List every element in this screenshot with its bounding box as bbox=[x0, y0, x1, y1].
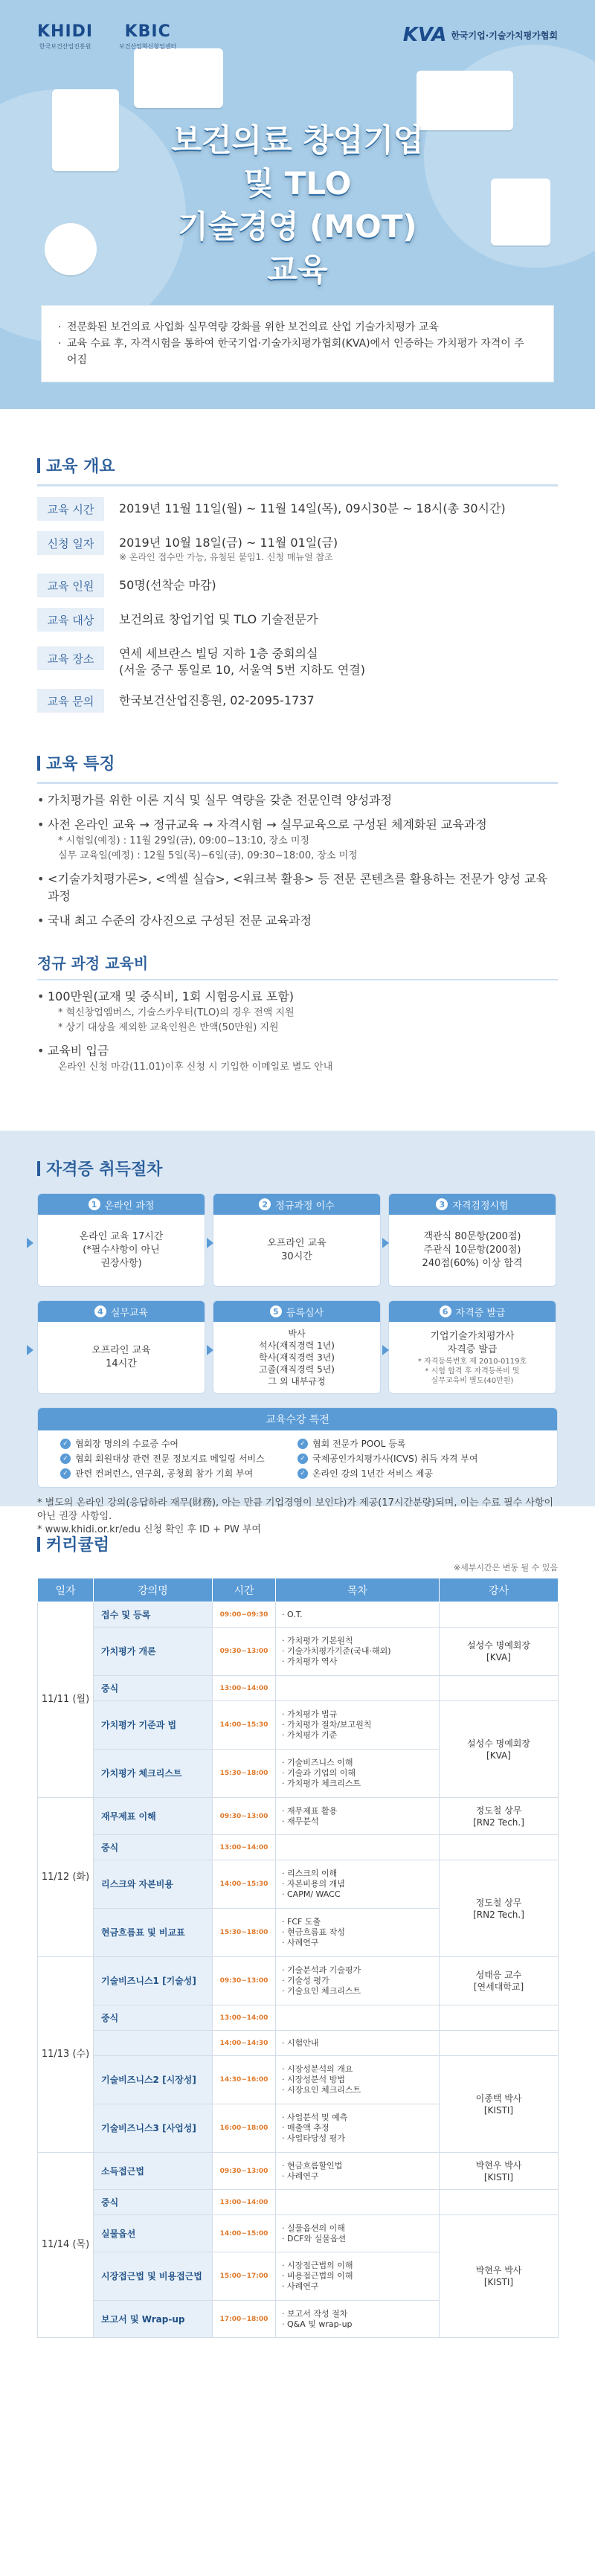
table-row bbox=[38, 1835, 559, 1860]
step-title: 자격증 발급 bbox=[455, 1307, 506, 1319]
step-text: 30시간 bbox=[281, 1251, 312, 1262]
table-row bbox=[38, 1957, 559, 2005]
overview-value: 한국보건산업진흥원, 02-2095-1737 bbox=[119, 693, 315, 707]
curriculum-section bbox=[37, 1532, 558, 2338]
header-lecturer: 강사 bbox=[440, 1578, 559, 1602]
cell-time: 15:30~18:00 bbox=[213, 1909, 276, 1957]
cell-topics bbox=[276, 2153, 440, 2190]
topic-line: · 재무제표 활용 bbox=[282, 1805, 338, 1816]
kbic-logo-sub: 보건산업혁신창업센터 bbox=[119, 43, 177, 50]
step-text: 박사 bbox=[288, 1329, 306, 1339]
topic-line: · 사업타당성 평가 bbox=[282, 2133, 345, 2143]
overview-value: 보건의료 창업기업 및 TLO 기술전문가 bbox=[119, 612, 318, 626]
benefit-text: 국제공인가치평가사(ICVS) 취득 자격 부여 bbox=[312, 1454, 478, 1464]
cell-course: 중식 bbox=[94, 1835, 213, 1860]
header-course: 강의명 bbox=[94, 1578, 213, 1602]
topic-line: · 기술성 평가 bbox=[282, 1976, 329, 1985]
flow-step bbox=[213, 1193, 381, 1287]
check-icon: ✓ bbox=[298, 1468, 308, 1479]
fee-subnote: 온라인 신청 마감(11.01)이후 신청 시 기입한 이메일로 별도 안내 bbox=[58, 1061, 333, 1073]
flow-row-2 bbox=[37, 1300, 558, 1394]
step-title: 정규과정 이수 bbox=[275, 1200, 335, 1212]
header-topics: 목차 bbox=[276, 1578, 440, 1602]
cell-course: 가치평가 기준과 법 bbox=[94, 1701, 213, 1750]
hero-description-box bbox=[41, 305, 554, 382]
overview-label: 교육 시간 bbox=[37, 497, 104, 521]
cell-lecturer: 설성수 명예회장 [KVA] bbox=[440, 1701, 559, 1798]
arrow-right-icon bbox=[207, 1238, 213, 1248]
topic-line: · O.T. bbox=[282, 1609, 303, 1619]
benefit-text: 협회장 명의의 수료증 수여 bbox=[75, 1439, 178, 1449]
curriculum-title-text: 커리큘럼 bbox=[46, 1536, 110, 1555]
benefit-item bbox=[298, 1453, 535, 1465]
topic-line: · 가치평가 기준 bbox=[282, 1730, 338, 1740]
logo-bar bbox=[37, 22, 558, 52]
table-row bbox=[38, 2215, 559, 2252]
topic-line: · 시장성분석 방법 bbox=[282, 2075, 345, 2084]
overview-label: 신청 일자 bbox=[37, 531, 104, 555]
table-row bbox=[38, 2153, 559, 2190]
step-number: 3 bbox=[436, 1198, 448, 1210]
overview-label: 교육 대상 bbox=[37, 608, 104, 632]
cell-topics bbox=[276, 1798, 440, 1835]
arrow-right-icon bbox=[27, 1345, 33, 1355]
cell-lecturer bbox=[440, 1676, 559, 1701]
topic-line: · 시장요인 체크리스트 bbox=[282, 2085, 361, 2095]
cell-topics bbox=[276, 2301, 440, 2338]
cell-course: 가치평가 체크리스트 bbox=[94, 1750, 213, 1798]
step-number: 1 bbox=[89, 1198, 100, 1210]
topic-line: · 자본비용의 개념 bbox=[282, 1879, 345, 1889]
kbic-logo bbox=[119, 22, 176, 51]
overview-value: 2019년 10월 18일(금) ~ 11월 01일(금) bbox=[119, 536, 338, 550]
overview-label: 교육 문의 bbox=[37, 689, 104, 713]
cell-time: 09:00~09:30 bbox=[213, 1602, 276, 1628]
cell-time: 14:00~14:30 bbox=[213, 2031, 276, 2056]
step-text: 240점(60%) 이상 합격 bbox=[422, 1258, 523, 1269]
cell-time: 15:30~18:00 bbox=[213, 1750, 276, 1798]
fee-subnote: * 상기 대상을 제외한 교육인원은 반액(50만원) 지원 bbox=[58, 1022, 279, 1033]
step-number: 4 bbox=[94, 1305, 106, 1317]
topic-line: · 기술요인 체크리스트 bbox=[282, 1986, 361, 1996]
features-title-text: 교육 특징 bbox=[46, 755, 115, 774]
cell-lecturer: 이종택 박사 [KISTI] bbox=[440, 2056, 559, 2153]
cell-course: 기술비즈니스1 [기술성] bbox=[94, 1957, 213, 2005]
topic-line: · 비용접근법의 이해 bbox=[282, 2271, 353, 2281]
cell-course: 보고서 및 Wrap-up bbox=[94, 2301, 213, 2338]
cell-course: 현금흐름표 및 비교표 bbox=[94, 1909, 213, 1957]
benefit-text: 온라인 강의 1년간 서비스 제공 bbox=[312, 1468, 433, 1479]
benefit-box bbox=[37, 1407, 558, 1488]
cell-topics bbox=[276, 1602, 440, 1628]
cell-lecturer bbox=[440, 1835, 559, 1860]
table-row bbox=[38, 2190, 559, 2215]
table-row bbox=[38, 1701, 559, 1750]
fee-title: 정규 과정 교육비 bbox=[37, 954, 149, 972]
cell-time: 14:00~15:30 bbox=[213, 1701, 276, 1750]
curriculum-table bbox=[37, 1578, 559, 2338]
topic-line: · 기술분석과 기술평가 bbox=[282, 1965, 361, 1975]
hero-banner bbox=[0, 0, 595, 409]
cell-topics bbox=[276, 1860, 440, 1909]
features-list bbox=[37, 791, 558, 929]
step-body bbox=[38, 1215, 205, 1286]
cell-time: 09:30~13:00 bbox=[213, 1628, 276, 1676]
step-body bbox=[389, 1215, 556, 1286]
overview-row bbox=[37, 574, 558, 597]
step-text: 석사(재직경력 1년) bbox=[259, 1340, 335, 1351]
topic-line: · 기술비즈니스 이해 bbox=[282, 1758, 353, 1767]
table-row bbox=[38, 2005, 559, 2031]
feature-item: • 가치평가를 위한 이론 지식 및 실무 역량을 갖춘 전문인력 양성과정 bbox=[37, 791, 558, 809]
cell-topics bbox=[276, 2031, 440, 2056]
kva-logo-mark: KVA bbox=[402, 24, 447, 46]
cell-lecturer bbox=[440, 2190, 559, 2215]
step-text: 오프라인 교육 bbox=[91, 1345, 151, 1356]
step-footnote: * 시험 합격 후 자격등록비 및 bbox=[425, 1366, 520, 1375]
overview-row bbox=[37, 497, 558, 521]
benefit-text: 협회 전문가 POOL 등록 bbox=[312, 1439, 406, 1449]
cell-time: 17:00~18:00 bbox=[213, 2301, 276, 2338]
step-text: (*필수사항이 아닌 bbox=[83, 1244, 160, 1256]
step-text: 고졸(재직경력 5년) bbox=[259, 1364, 335, 1375]
cell-time: 14:00~15:30 bbox=[213, 1860, 276, 1909]
fee-item: • 100만원(교재 및 중식비, 1회 시험응시료 포함) bbox=[37, 988, 558, 1005]
khidi-logo bbox=[37, 22, 93, 51]
topic-line: · DCF와 실물옵션 bbox=[282, 2233, 347, 2243]
topic-line: · 가치평가 법규 bbox=[282, 1709, 338, 1719]
cell-course: 중식 bbox=[94, 2005, 213, 2031]
cell-topics bbox=[276, 2104, 440, 2153]
step-number: 2 bbox=[259, 1198, 271, 1210]
kva-logo-text: 한국기업·기술가치평가협회 bbox=[451, 30, 558, 41]
cell-course: 소득접근법 bbox=[94, 2153, 213, 2190]
table-row bbox=[38, 1798, 559, 1835]
topic-line: · 시장성분석의 개요 bbox=[282, 2064, 353, 2074]
cell-date: 11/11 (월) bbox=[38, 1602, 94, 1798]
cell-course: 기술비즈니스3 [사업성] bbox=[94, 2104, 213, 2153]
cell-topics bbox=[276, 1701, 440, 1750]
step-text: 권장사항) bbox=[100, 1258, 142, 1269]
overview-row bbox=[37, 642, 558, 678]
cell-course: 접수 및 등록 bbox=[94, 1602, 213, 1628]
topic-line: · 가치평가 절차/보고원칙 bbox=[282, 1720, 372, 1729]
cell-course: 재무제표 이해 bbox=[94, 1798, 213, 1835]
overview-title bbox=[37, 454, 558, 477]
cell-time: 15:00~17:00 bbox=[213, 2252, 276, 2301]
topic-line: · 현금흐름할인법 bbox=[282, 2160, 343, 2171]
table-row bbox=[38, 1602, 559, 1628]
overview-value: 연세 세브란스 빌딩 지하 1층 중회의실 (서울 중구 통일로 10, 서울역 5번 지하도 연결) bbox=[119, 646, 366, 677]
arrow-right-icon bbox=[207, 1345, 213, 1355]
step-text: 그 외 내부규정 bbox=[268, 1376, 326, 1387]
topic-line: · 가치평가 체크리스트 bbox=[282, 1779, 361, 1788]
cell-time: 09:30~13:00 bbox=[213, 1798, 276, 1835]
curriculum-body bbox=[38, 1602, 559, 2338]
step-title: 자격검정시험 bbox=[452, 1200, 509, 1212]
section-divider bbox=[37, 782, 558, 784]
step-text: 객관식 80문항(200점) bbox=[423, 1231, 521, 1242]
overview-value-wrap bbox=[104, 531, 338, 563]
flow-row-1 bbox=[37, 1193, 558, 1287]
overview-row bbox=[37, 608, 558, 632]
table-header-row bbox=[38, 1578, 559, 1602]
step-text: 기업기술가치평가사 bbox=[430, 1330, 515, 1342]
section-divider bbox=[37, 484, 558, 486]
feature-item: • <기술가치평가론>, <엑셀 실습>, <워크북 활용> 등 전문 콘텐츠를 활용하는 전문가 양성 교육과정 bbox=[37, 870, 558, 905]
benefit-text: 협회 회원대상 관련 전문 정보지료 메일링 서비스 bbox=[75, 1454, 265, 1464]
khidi-logo-text: KHIDI bbox=[37, 22, 94, 41]
topic-line: · 재무분석 bbox=[282, 1816, 319, 1826]
flow-step bbox=[37, 1193, 205, 1287]
cell-topics bbox=[276, 2056, 440, 2104]
step-text: 학사(재직경력 3년) bbox=[259, 1352, 335, 1363]
cell-time: 14:00~15:00 bbox=[213, 2215, 276, 2252]
header-date: 일자 bbox=[38, 1578, 94, 1602]
cell-topics bbox=[276, 2190, 440, 2215]
cert-notes bbox=[37, 1497, 558, 1537]
fee-item: • 교육비 입금 bbox=[37, 1042, 558, 1059]
benefit-item bbox=[60, 1453, 298, 1465]
cell-time: 09:30~13:00 bbox=[213, 2153, 276, 2190]
table-row bbox=[38, 1676, 559, 1701]
topic-line: · Q&A 및 wrap-up bbox=[282, 2319, 353, 2329]
benefit-item bbox=[298, 1468, 535, 1480]
arrow-right-icon bbox=[382, 1345, 389, 1355]
table-row bbox=[38, 1628, 559, 1676]
cell-time: 09:30~13:00 bbox=[213, 1957, 276, 2005]
topic-line: · 기술가치평가기준(국내·해외) bbox=[282, 1646, 391, 1656]
section-divider bbox=[37, 979, 558, 980]
cell-time: 16:00~18:00 bbox=[213, 2104, 276, 2153]
step-body bbox=[213, 1322, 380, 1393]
table-row bbox=[38, 2056, 559, 2104]
cell-lecturer: 성태응 교수 [연세대학교] bbox=[440, 1957, 559, 2005]
topic-line: · CAPM/ WACC bbox=[282, 1889, 341, 1899]
cell-time: 13:00~14:00 bbox=[213, 2005, 276, 2031]
step-body bbox=[38, 1322, 205, 1393]
cell-lecturer: 박현우 박사 [KISTI] bbox=[440, 2153, 559, 2190]
features-title bbox=[37, 751, 558, 774]
overview-row bbox=[37, 689, 558, 713]
step-text: 주관식 10문항(200점) bbox=[423, 1244, 521, 1256]
overview-label: 교육 장소 bbox=[37, 646, 104, 670]
cell-time: 14:30~16:00 bbox=[213, 2056, 276, 2104]
table-row bbox=[38, 2031, 559, 2056]
topic-line: · 시장접근법의 이해 bbox=[282, 2261, 353, 2270]
topic-line: · 현금흐름표 작성 bbox=[282, 1927, 345, 1937]
topic-line: · 사례연구 bbox=[282, 2281, 319, 2291]
step-title: 등록심사 bbox=[286, 1307, 324, 1319]
topic-line: · 리스크의 이해 bbox=[282, 1869, 338, 1878]
cell-lecturer bbox=[440, 1602, 559, 1628]
arrow-right-icon bbox=[27, 1238, 33, 1248]
cell-lecturer: 정도철 상무 [RN2 Tech.] bbox=[440, 1798, 559, 1835]
hero-title-line: 기술경영 (MOT) bbox=[178, 208, 417, 245]
step-text: 자격증 발급 bbox=[447, 1343, 498, 1355]
cell-topics bbox=[276, 1909, 440, 1957]
table-row bbox=[38, 1860, 559, 1909]
khidi-logo-sub: 한국보건산업진흥원 bbox=[39, 43, 91, 50]
cell-topics bbox=[276, 1676, 440, 1701]
hero-description-item: · 교육 수료 후, 자격시험을 통하여 한국기업·기술가치평가협회(KVA)에서 인증하는 가치평가 자격이 주어짐 bbox=[58, 335, 534, 368]
cell-lecturer: 정도철 상무 [RN2 Tech.] bbox=[440, 1860, 559, 1957]
topic-line: · 가치평가 기본원칙 bbox=[282, 1636, 353, 1645]
check-icon: ✓ bbox=[60, 1454, 71, 1464]
overview-value: 50명(선착순 마감) bbox=[119, 578, 216, 592]
benefit-item bbox=[60, 1438, 298, 1450]
cell-course: 기술비즈니스2 [시장성] bbox=[94, 2056, 213, 2104]
fee-list bbox=[37, 988, 558, 1074]
feature-item: • 국내 최고 수준의 강사진으로 구성된 전문 교육과정 bbox=[37, 912, 558, 929]
certification-section bbox=[0, 1131, 595, 1535]
cell-topics bbox=[276, 2215, 440, 2252]
cell-lecturer bbox=[440, 2005, 559, 2031]
overview-title-text: 교육 개요 bbox=[46, 457, 115, 476]
topic-line: · FCF 도출 bbox=[282, 1917, 321, 1927]
step-title: 온라인 과정 bbox=[104, 1200, 155, 1212]
cell-topics bbox=[276, 1628, 440, 1676]
topic-line: · 실물옵션의 이해 bbox=[282, 2223, 345, 2233]
topic-line: · 사례연구 bbox=[282, 2171, 319, 2181]
cell-date: 11/12 (화) bbox=[38, 1798, 94, 1957]
topic-line: · 매출액 추정 bbox=[282, 2123, 329, 2133]
feature-subnote: 실무 교육일(예정) : 12월 5일(목)~6일(금), 09:30~18:00, 장소 미정 bbox=[58, 850, 358, 861]
fee-subnote: * 혁신창업엠버스, 기술스카우터(TLO)의 경우 전액 지원 bbox=[58, 1007, 295, 1018]
cert-title bbox=[37, 1157, 558, 1180]
arrow-right-icon bbox=[382, 1238, 389, 1248]
section-bar bbox=[37, 1537, 40, 1552]
cell-topics bbox=[276, 2252, 440, 2301]
step-text: 온라인 교육 17시간 bbox=[79, 1231, 164, 1242]
section-bar bbox=[37, 1161, 40, 1176]
hero-title bbox=[0, 119, 595, 292]
hero-title-line: 및 TLO bbox=[243, 165, 352, 202]
topic-line: · 사업분석 및 예측 bbox=[282, 2113, 348, 2122]
section-bar bbox=[37, 756, 40, 771]
hero-title-line: 교육 bbox=[267, 251, 328, 288]
cell-time: 13:00~14:00 bbox=[213, 2190, 276, 2215]
overview-note: ※ 온라인 접수만 가능, 유첨된 붙임1. 신청 매뉴얼 참조 bbox=[119, 552, 333, 562]
benefit-item bbox=[60, 1468, 298, 1480]
flow-step bbox=[388, 1300, 556, 1394]
topic-line: · 가치평가 역사 bbox=[282, 1657, 338, 1666]
step-footnote: 실무교육비 별도(40만원) bbox=[431, 1376, 514, 1385]
topic-line: · 시험안내 bbox=[282, 2037, 319, 2048]
cell-lecturer: 박현우 박사 [KISTI] bbox=[440, 2215, 559, 2338]
step-body bbox=[389, 1322, 556, 1393]
cell-course bbox=[94, 2031, 213, 2056]
topic-line: · 보고서 작성 절차 bbox=[282, 2308, 348, 2319]
step-text: 14시간 bbox=[106, 1358, 137, 1369]
cell-topics bbox=[276, 2005, 440, 2031]
cell-topics bbox=[276, 1835, 440, 1860]
benefit-title: 교육수강 특전 bbox=[38, 1408, 557, 1430]
cell-time: 13:00~14:00 bbox=[213, 1835, 276, 1860]
check-icon: ✓ bbox=[298, 1439, 308, 1449]
step-number: 6 bbox=[440, 1305, 451, 1317]
cell-course: 중식 bbox=[94, 2190, 213, 2215]
topic-line: · 기술과 기업의 이해 bbox=[282, 1768, 356, 1778]
step-title: 실무교육 bbox=[110, 1307, 149, 1319]
check-icon: ✓ bbox=[298, 1454, 308, 1464]
curriculum-note: ※세부시간은 변동 될 수 있음 bbox=[453, 1563, 558, 1573]
flow-step bbox=[388, 1193, 556, 1287]
cert-note: * www.khidi.or.kr/edu 신청 확인 후 ID + PW 부여 bbox=[37, 1524, 262, 1535]
hero-title-line: 보건의료 창업기업 bbox=[171, 122, 424, 158]
benefit-list bbox=[38, 1430, 557, 1487]
kbic-logo-text: KBIC bbox=[124, 22, 171, 41]
overview-label: 교육 인원 bbox=[37, 574, 104, 597]
step-footnote: * 자격등록번호 제 2010-0119호 bbox=[417, 1357, 527, 1366]
section-bar bbox=[37, 458, 40, 473]
step-body bbox=[213, 1215, 380, 1286]
flow-step bbox=[37, 1300, 205, 1394]
check-icon: ✓ bbox=[60, 1468, 71, 1479]
step-text: 오프라인 교육 bbox=[267, 1238, 327, 1249]
flow-step bbox=[213, 1300, 381, 1394]
benefit-item bbox=[298, 1438, 535, 1450]
cell-course: 중식 bbox=[94, 1676, 213, 1701]
benefit-text: 관련 컨퍼런스, 연구회, 공청회 참가 기회 부여 bbox=[75, 1468, 254, 1479]
curriculum-title bbox=[37, 1532, 558, 1555]
cell-date: 11/14 (목) bbox=[38, 2153, 94, 2338]
cell-course: 실물옵션 bbox=[94, 2215, 213, 2252]
overview-row bbox=[37, 531, 558, 563]
header-time: 시간 bbox=[213, 1578, 276, 1602]
cell-date: 11/13 (수) bbox=[38, 1957, 94, 2153]
cell-time: 13:00~14:00 bbox=[213, 1676, 276, 1701]
cell-lecturer: 설성수 명예회장 [KVA] bbox=[440, 1628, 559, 1676]
kva-logo bbox=[403, 24, 558, 46]
cell-course: 시장접근법 및 비용접근법 bbox=[94, 2252, 213, 2301]
cell-course: 리스크와 자본비용 bbox=[94, 1860, 213, 1909]
document-illustration bbox=[134, 48, 223, 108]
overview-section bbox=[0, 454, 595, 713]
overview-value: 2019년 11월 11일(월) ~ 11월 14일(목), 09시30분 ~ 18시(총 30시간) bbox=[119, 501, 506, 515]
check-icon: ✓ bbox=[60, 1439, 71, 1449]
cert-note: * 별도의 온라인 강의(응답하라 재무(財務), 아는 만큼 기업경영이 보인다)가 제공(17시간분량)되며, 이는 수료 필수 사항이 아닌 권장 사항임. bbox=[37, 1497, 554, 1522]
features-section bbox=[0, 751, 595, 1074]
feature-item: • 사전 온라인 교육 → 정규교육 → 자격시험 → 실무교육으로 구성된 체계화된 교육과정 bbox=[37, 816, 558, 833]
cert-title-text: 자격증 취득절차 bbox=[46, 1160, 163, 1179]
step-number: 5 bbox=[270, 1305, 282, 1317]
topic-line: · 사례연구 bbox=[282, 1938, 319, 1947]
cell-topics bbox=[276, 1750, 440, 1798]
cell-topics bbox=[276, 1957, 440, 2005]
cell-course: 가치평가 개론 bbox=[94, 1628, 213, 1676]
feature-subnote: * 시험일(예정) : 11월 29일(금), 09:00~13:10, 장소 미정 bbox=[58, 835, 309, 847]
cell-lecturer bbox=[440, 2031, 559, 2056]
hero-description-item: · 전문화된 보건의료 사업화 실무역량 강화를 위한 보건의료 산업 기술가치평가 교육 bbox=[58, 319, 534, 335]
